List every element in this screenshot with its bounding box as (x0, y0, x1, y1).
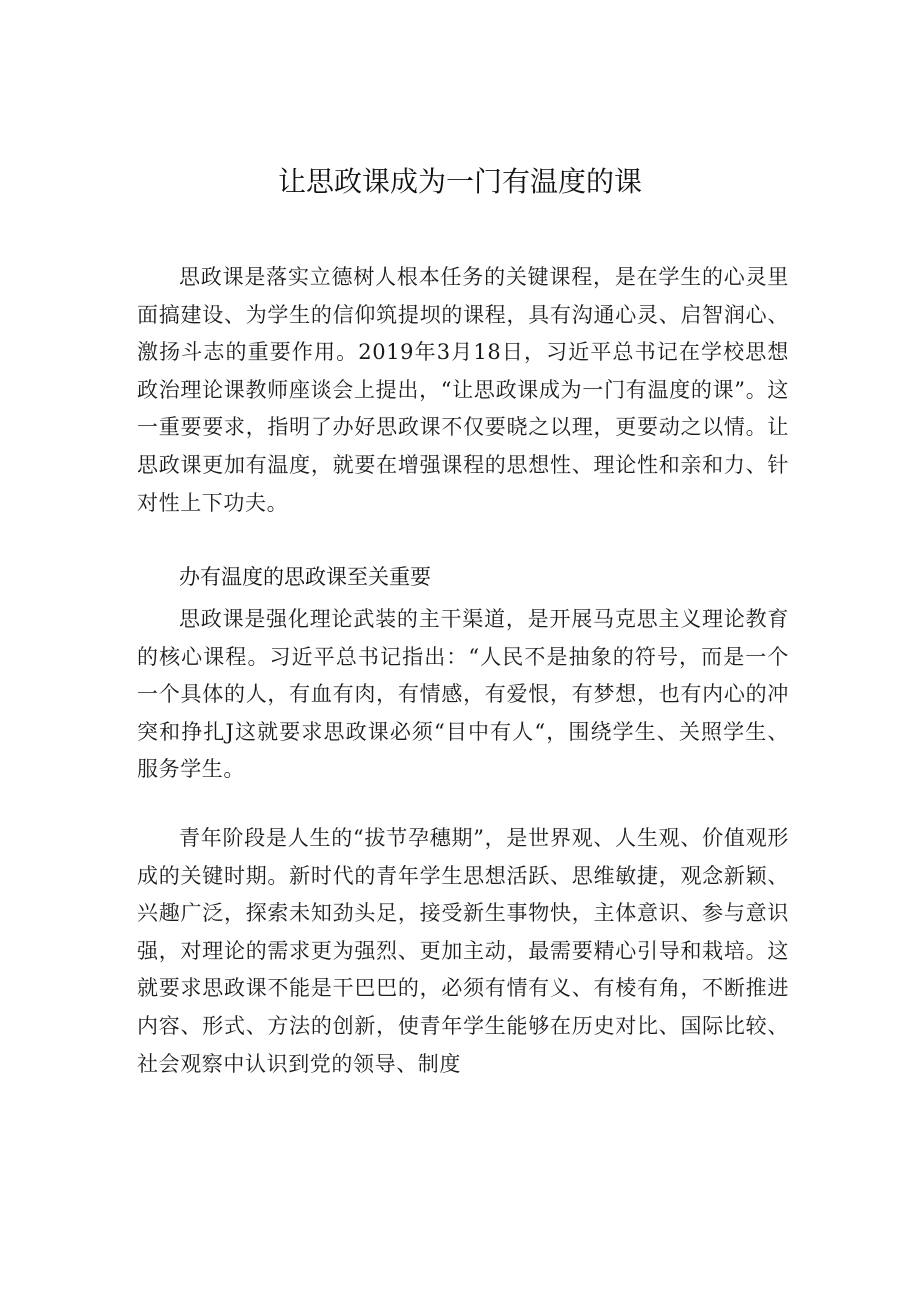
paragraph-intro: 思政课是落实立德树人根本任务的关键课程，是在学生的心灵里面搞建设、为学生的信仰筑提坝的课程，具有沟通心灵、启智润心、激扬斗志的重要作用。2019年3月18日，习近平总书记在学校思想政治理论课教师座谈会上提出，“让思政课成为一门有温度的课”。这一重要要求，指明了办好思政课不仅要晓之以理，更要动之以情。让思政课更加有温度，就要在增强课程的思想性、理论性和亲和力、针对性上下功夫。 (137, 265, 789, 515)
paragraph-theory: 思政课是强化理论武装的主干渠道，是开展马克思主义理论教育的核心课程。习近平总书记指出：“人民不是抽象的符号，而是一个一个具体的人，有血有肉，有情感，有爱恨，有梦想，也有内心的冲突和挣扎J这就要求思政课必须“目中有人“，围绕学生、关照学生、服务学生。 (137, 607, 789, 782)
paragraph-youth: 青年阶段是人生的“拔节孕穗期”，是世界观、人生观、价值观形成的关键时期。新时代的青年学生思想活跃、思维敏捷，观念新颖、兴趣广泛，探索未知劲头足，接受新生事物快，主体意识、参与意识强，对理论的需求更为强烈、更加主动，最需要精心引导和栽培。这就要求思政课不能是干巴巴的，必须有情有义、有棱有角，不断推进内容、形式、方法的创新，使青年学生能够在历史对比、国际比较、社会观察中认识到党的领导、制度 (137, 826, 789, 1076)
section-heading: 办有温度的思政课至关重要 (179, 565, 431, 589)
document-title: 让思政课成为一门有温度的课 (277, 165, 642, 198)
